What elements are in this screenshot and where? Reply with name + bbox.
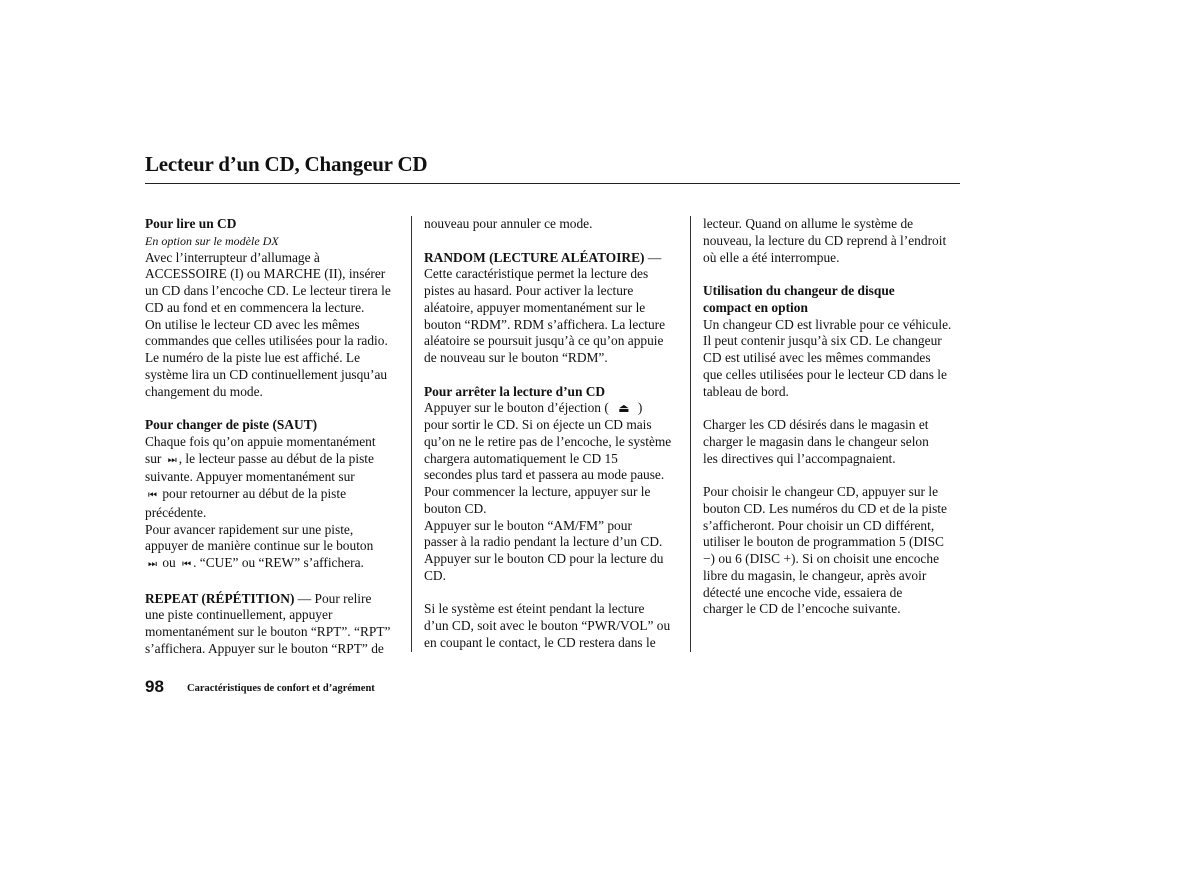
text-line: s’afficheront. Pour choisir un CD différent,: [703, 517, 935, 533]
text-line: Si le système est éteint pendant la lecture: [424, 601, 645, 617]
paragraph-stop-cd: [424, 400, 684, 584]
text-line: s’affichera. Appuyer sur le bouton “RPT” de: [145, 640, 384, 656]
paragraph-continued: [703, 216, 963, 266]
text-line: Pour commencer la lecture, appuyer sur le: [424, 484, 651, 499]
text-fragment: — Pour relire: [297, 590, 372, 606]
text-line: où elle a été interrompue.: [703, 249, 840, 265]
text-line: appuyer de manière continue sur le bouton: [145, 538, 374, 554]
text-line: utiliser le bouton de programmation 5 (DISC: [703, 534, 944, 550]
text-fragment: pour retourner au début de la piste: [162, 486, 347, 501]
paragraph-random: [424, 266, 684, 367]
heading-changer: [703, 283, 963, 317]
paragraph-select-changer: [703, 484, 963, 618]
text-line: détecté une encoche vide, essaiera de: [703, 584, 903, 600]
text-line: secondes plus tard et passera au mode pause.: [424, 467, 665, 483]
text-line: bouton CD. Les numéros du CD et de la piste: [703, 500, 947, 516]
heading-stop-cd: Pour arrêter la lecture d’un CD: [424, 383, 606, 399]
option-note: En option sur le modèle DX: [145, 233, 279, 248]
text-line: précédente.: [145, 504, 207, 520]
paragraph-repeat-first-line: [145, 591, 405, 608]
text-line: Cette caractéristique permet la lecture des: [424, 266, 649, 282]
text-fragment: sur: [145, 450, 162, 466]
column-1: [145, 216, 405, 658]
text-line: Le numéro de la piste lue est affiché. Le: [145, 350, 361, 365]
text-line: Appuyer sur le bouton “AM/FM” pour: [424, 517, 632, 533]
text-line: lecteur. Quand on allume le système de: [703, 216, 914, 231]
text-line: en coupant le contact, le CD restera dans le: [424, 634, 656, 650]
text-line: [424, 400, 684, 417]
text-line: bouton “RDM”. RDM s’affichera. La lecture: [424, 316, 666, 332]
text-line: changement du mode.: [145, 383, 263, 399]
heading-random-line: [424, 250, 684, 267]
text-fragment: ou: [162, 555, 176, 570]
eject-icon: ⏏: [618, 401, 629, 416]
page-number: 98: [145, 677, 164, 696]
paragraph-repeat: [145, 607, 405, 657]
paragraph-system-off: [424, 601, 684, 651]
text-line: On utilise le lecteur CD avec les mêmes: [145, 316, 360, 332]
paragraph-play-cd: [145, 250, 405, 401]
text-line: Un changeur CD est livrable pour ce véhicule.: [703, 316, 952, 332]
text-line: Avec l’interrupteur d’allumage à: [145, 249, 320, 265]
paragraph-skip: [145, 434, 405, 574]
page-title: Lecteur d’un CD, Changeur CD: [145, 152, 428, 176]
text-fragment: . “CUE” ou “REW” s’affichera.: [193, 555, 364, 570]
text-line: [145, 486, 405, 505]
text-line: nouveau pour annuler ce mode.: [424, 216, 593, 231]
heading-skip: Pour changer de piste (SAUT): [145, 417, 318, 432]
heading-line: compact en option: [703, 299, 808, 315]
text-line: libre du magasin, le changeur, après avoir: [703, 567, 927, 583]
text-fragment: —: [647, 249, 662, 265]
column-divider: [411, 216, 412, 652]
text-line: système lira un CD continuellement jusqu’au: [145, 366, 388, 382]
footer-section-title: Caractéristiques de confort et d’agrément: [187, 683, 375, 694]
text-line: qu’on ne le retire pas de l’encoche, le système: [424, 433, 672, 449]
skip-forward-icon: ⏭: [167, 454, 176, 466]
text-line: Pour choisir le changeur CD, appuyer sur le: [703, 484, 939, 499]
text-line: CD au fond et en commencera la lecture.: [145, 299, 365, 315]
heading-repeat: REPEAT (RÉPÉTITION): [145, 590, 295, 606]
text-line: momentanément sur le bouton “RPT”. “RPT”: [145, 624, 391, 639]
text-line: CD.: [424, 567, 446, 583]
text-line: que celles utilisées pour le lecteur CD dans le: [703, 366, 947, 382]
text-line: Charger les CD désirés dans le magasin et: [703, 417, 929, 432]
text-fragment: ): [637, 400, 643, 416]
text-line: Chaque fois qu’on appuie momentanément: [145, 433, 376, 449]
text-line: passer à la radio pendant la lecture d’un CD.: [424, 534, 663, 550]
column-3: [703, 216, 963, 618]
text-line: bouton CD.: [424, 500, 487, 516]
text-line: les directives qui l’accompagnaient.: [703, 450, 896, 466]
text-fragment: Appuyer sur le bouton d’éjection (: [424, 400, 609, 416]
text-line: de nouveau sur le bouton “RDM”.: [424, 350, 608, 365]
text-line: Il peut contenir jusqu’à six CD. Le changeur: [703, 333, 942, 349]
text-line: −) ou 6 (DISC +). Si on choisit une encoche: [703, 551, 940, 566]
text-line: Appuyer sur le bouton CD pour la lecture du: [424, 551, 664, 566]
skip-back-icon: ⏮: [148, 490, 156, 501]
column-2: [424, 216, 684, 652]
text-line: nouveau, la lecture du CD reprend à l’endroit: [703, 232, 947, 248]
text-line: un CD dans l’encoche CD. Le lecteur tirera le: [145, 283, 391, 298]
text-line: suivante. Appuyer momentanément sur: [145, 469, 355, 485]
paragraph-changer: [703, 317, 963, 401]
skip-back-icon: ⏮: [182, 559, 191, 570]
text-line: [145, 451, 405, 470]
column-divider: [690, 216, 691, 652]
text-line: pistes au hasard. Pour activer la lecture: [424, 283, 634, 298]
skip-forward-icon: ⏭: [148, 559, 156, 570]
text-fragment: , le lecteur passe au début de la piste: [178, 450, 374, 466]
text-line: tableau de bord.: [703, 383, 789, 399]
text-line: CD est utilisé avec les mêmes commandes: [703, 350, 931, 365]
paragraph-load-magazine: [703, 417, 963, 467]
text-line: d’un CD, soit avec le bouton “PWR/VOL” ou: [424, 618, 671, 633]
text-line: charger le magasin dans le changeur selon: [703, 433, 929, 449]
text-line: [145, 555, 405, 574]
text-line: chargera automatiquement le CD 15: [424, 450, 618, 466]
text-line: charger le CD de l’encoche suivante.: [703, 601, 901, 617]
heading-play-cd: Pour lire un CD: [145, 216, 237, 231]
text-line: aléatoire se poursuit jusqu’à ce qu’on appuie: [424, 333, 664, 349]
text-line: commandes que celles utilisées pour la radio.: [145, 333, 388, 349]
text-line: ACCESSOIRE (I) ou MARCHE (II), insérer: [145, 266, 386, 282]
text-line: aléatoire, appuyer momentanément sur le: [424, 299, 646, 315]
title-rule: [145, 183, 960, 184]
heading-random: RANDOM (LECTURE ALÉATOIRE): [424, 249, 645, 265]
text-line: Pour avancer rapidement sur une piste,: [145, 521, 354, 537]
text-line: pour sortir le CD. Si on éjecte un CD mais: [424, 417, 652, 432]
text-line: une piste continuellement, appuyer: [145, 607, 333, 623]
heading-line: Utilisation du changeur de disque: [703, 283, 895, 298]
